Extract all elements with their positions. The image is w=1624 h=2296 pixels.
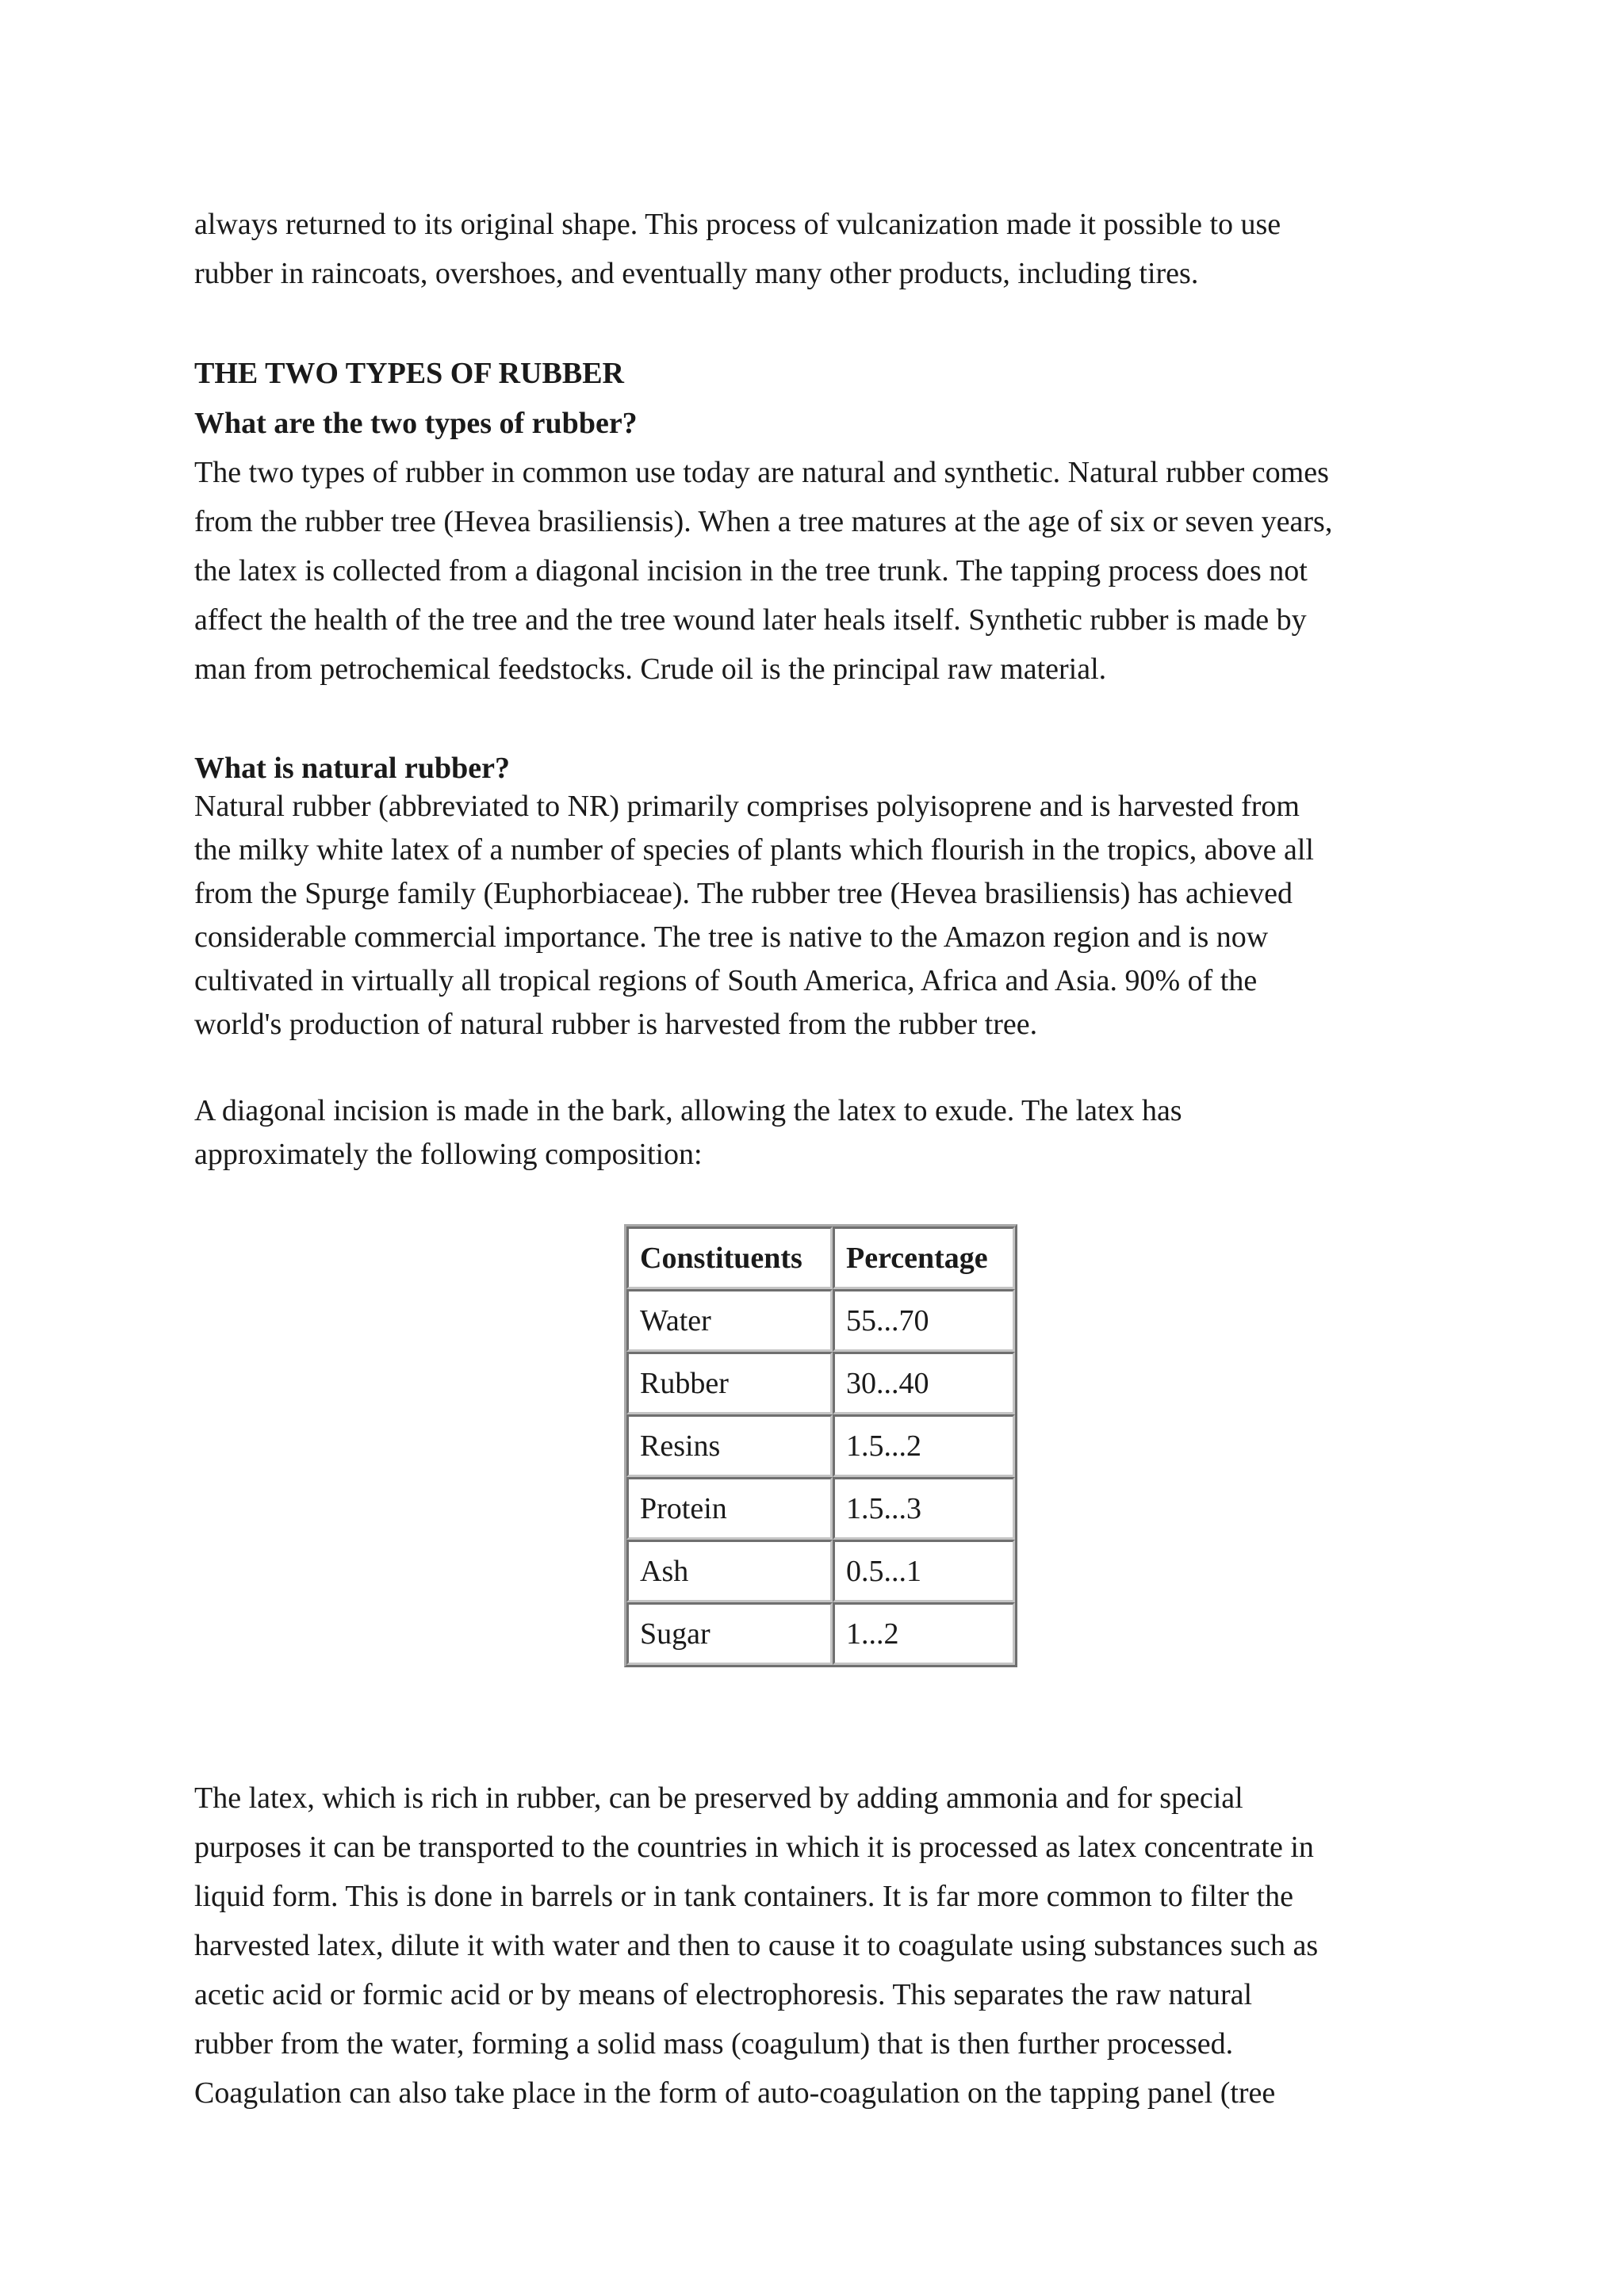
text-line: approximately the following composition: (194, 1138, 703, 1171)
text-line: rubber in raincoats, overshoes, and eventually many other products, including tires. (194, 257, 1199, 290)
column-header-percentage: Percentage (833, 1226, 1015, 1289)
text-line: Natural rubber (abbreviated to NR) primarily comprises polyisoprene and is harvested from (194, 790, 1300, 823)
text-line: always returned to its original shape. This process of vulcanization made it possible to use (194, 208, 1281, 241)
table-cell-percentage: 30...40 (833, 1352, 1015, 1414)
natural-rubber-paragraph (194, 785, 1314, 1047)
text-line: The latex, which is rich in rubber, can be preserved by adding ammonia and for special (194, 1781, 1243, 1815)
table-cell-constituent: Rubber (626, 1352, 833, 1414)
table-cell-percentage: 1.5...3 (833, 1477, 1015, 1540)
text-line: from the rubber tree (Hevea brasiliensis). When a tree matures at the age of six or seven years, (194, 505, 1333, 538)
table-cell-percentage: 0.5...1 (833, 1540, 1015, 1602)
latex-composition-table (624, 1224, 1017, 1667)
text-line: from the Spurge family (Euphorbiaceae). The rubber tree (Hevea brasiliensis) has achieved (194, 877, 1293, 910)
table-row (626, 1477, 1015, 1540)
text-line: liquid form. This is done in barrels or in tank containers. It is far more common to filter the (194, 1880, 1293, 1913)
intro-paragraph (194, 200, 1281, 298)
text-line: Coagulation can also take place in the form of auto-coagulation on the tapping panel (tree (194, 2076, 1276, 2110)
table-cell-constituent: Ash (626, 1540, 833, 1602)
text-line: the milky white latex of a number of species of plants which flourish in the tropics, above all (194, 833, 1314, 867)
section-title: THE TWO TYPES OF RUBBER (194, 357, 624, 390)
text-line: affect the health of the tree and the tree wound later heals itself. Synthetic rubber is made by (194, 603, 1307, 637)
column-header-constituents: Constituents (626, 1226, 833, 1289)
text-line: considerable commercial importance. The tree is native to the Amazon region and is now (194, 920, 1269, 954)
table-row (626, 1540, 1015, 1602)
table-row (626, 1289, 1015, 1352)
text-line: rubber from the water, forming a solid mass (coagulum) that is then further processed. (194, 2027, 1234, 2061)
table-cell-constituent: Sugar (626, 1602, 833, 1665)
text-line: harvested latex, dilute it with water and then to cause it to coagulate using substances such as (194, 1929, 1319, 1962)
question-title-natural: What is natural rubber? (194, 752, 510, 785)
text-line: acetic acid or formic acid or by means of electrophoresis. This separates the raw natural (194, 1978, 1253, 2011)
text-line: man from petrochemical feedstocks. Crude oil is the principal raw material. (194, 652, 1107, 686)
text-line: cultivated in virtually all tropical regions of South America, Africa and Asia. 90% of the (194, 964, 1258, 997)
latex-intro-paragraph (194, 1089, 1182, 1177)
text-line: world's production of natural rubber is harvested from the rubber tree. (194, 1008, 1038, 1041)
table-cell-percentage: 1.5...2 (833, 1414, 1015, 1477)
table-cell-percentage: 1...2 (833, 1602, 1015, 1665)
latex-processing-paragraph (194, 1774, 1318, 2118)
question-title-types: What are the two types of rubber? (194, 407, 638, 440)
types-paragraph (194, 448, 1332, 694)
table-cell-constituent: Resins (626, 1414, 833, 1477)
text-line: A diagonal incision is made in the bark, allowing the latex to exude. The latex has (194, 1094, 1182, 1127)
table-header-row (626, 1226, 1015, 1289)
text-line: purposes it can be transported to the countries in which it is processed as latex concentrate in (194, 1831, 1314, 1864)
table-cell-percentage: 55...70 (833, 1289, 1015, 1352)
table-cell-constituent: Water (626, 1289, 833, 1352)
table-row (626, 1414, 1015, 1477)
table-cell-constituent: Protein (626, 1477, 833, 1540)
table-row (626, 1352, 1015, 1414)
table-row (626, 1602, 1015, 1665)
text-line: the latex is collected from a diagonal incision in the tree trunk. The tapping process does not (194, 554, 1308, 587)
text-line: The two types of rubber in common use today are natural and synthetic. Natural rubber comes (194, 456, 1329, 489)
